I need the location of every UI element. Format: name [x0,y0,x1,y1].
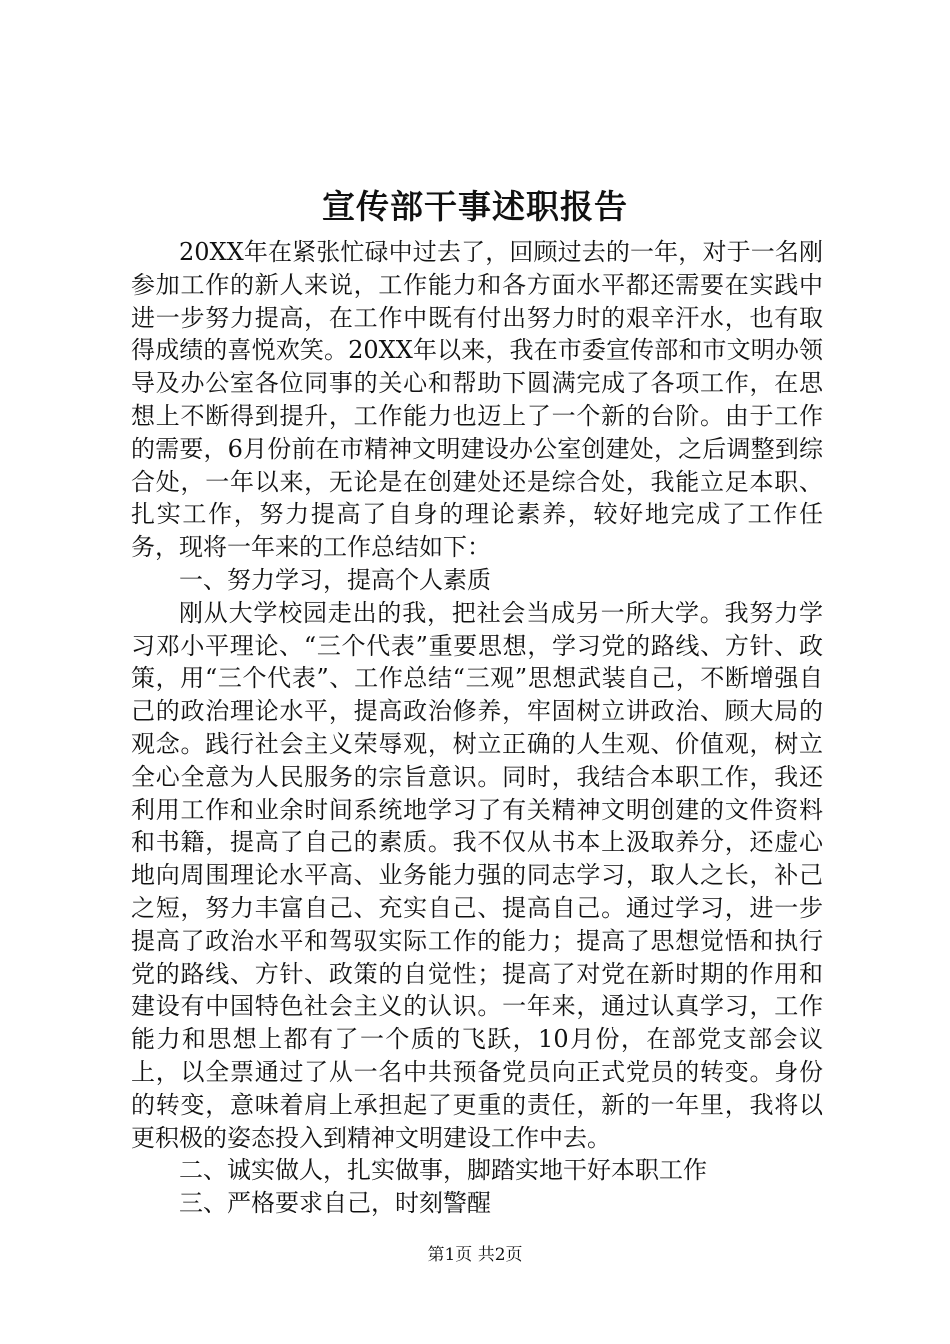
section-1-paragraph: 刚从大学校园走出的我，把社会当成另一所大学。我努力学习邓小平理论、“三个代表”重要思想，学习党的路线、方针、政策，用“三个代表”、工作总结“三观”思想武装自己，不断增强自己的政治理论水平，提高政治修养，牢固树立讲政治、顾大局的观念。践行社会主义荣辱观，树立正确的人生观、价值观，树立全心全意为人民服务的宗旨意识。同时，我结合本职工作，我还利用工作和业余时间系统地学习了有关精神文明创建的文件资料和书籍，提高了自己的素质。我不仅从书本上汲取养分，还虚心地向周围理论水平高、业务能力强的同志学习，取人之长，补己之短，努力丰富自己、充实自己、提高自己。通过学习，进一步提高了政治水平和驾驭实际工作的能力；提高了思想觉悟和执行党的路线、方针、政策的自觉性；提高了对党在新时期的作用和建设有中国特色社会主义的认识。一年来，通过认真学习，工作能力和思想上都有了一个质的飞跃，10月份，在部党支部会议上，以全票通过了从一名中共预备党员向正式党员的转变。身份的转变，意味着肩上承担起了更重的责任，新的一年里，我将以更积极的姿态投入到精神文明建设工作中去。 [131,598,823,1152]
section-heading-2: 二、诚实做人，扎实做事，脚踏实地干好本职工作 [179,1156,707,1185]
section-heading-1: 一、努力学习，提高个人素质 [179,565,491,594]
document-body [131,236,823,1220]
document-title: 宣传部干事述职报告 [322,187,628,226]
page-number-footer: 第1页 共2页 [427,1245,523,1265]
intro-paragraph: 20XX年在紧张忙碌中过去了，回顾过去的一年，对于一名刚参加工作的新人来说，工作能力和各方面水平都还需要在实践中进一步努力提高，在工作中既有付出努力时的艰辛汗水，也有取得成绩的喜悦欢笑。20XX年以来，我在市委宣传部和市文明办领导及办公室各位同事的关心和帮助下圆满完成了各项工作，在思想上不断得到提升，工作能力也迈上了一个新的台阶。由于工作的需要，6月份前在市精神文明建设办公室创建处，之后调整到综合处，一年以来，无论是在创建处还是综合处，我能立足本职、扎实工作，努力提高了自身的理论素养，较好地完成了工作任务，现将一年来的工作总结如下： [131,238,823,562]
section-heading-3: 三、严格要求自己，时刻警醒 [179,1189,491,1218]
